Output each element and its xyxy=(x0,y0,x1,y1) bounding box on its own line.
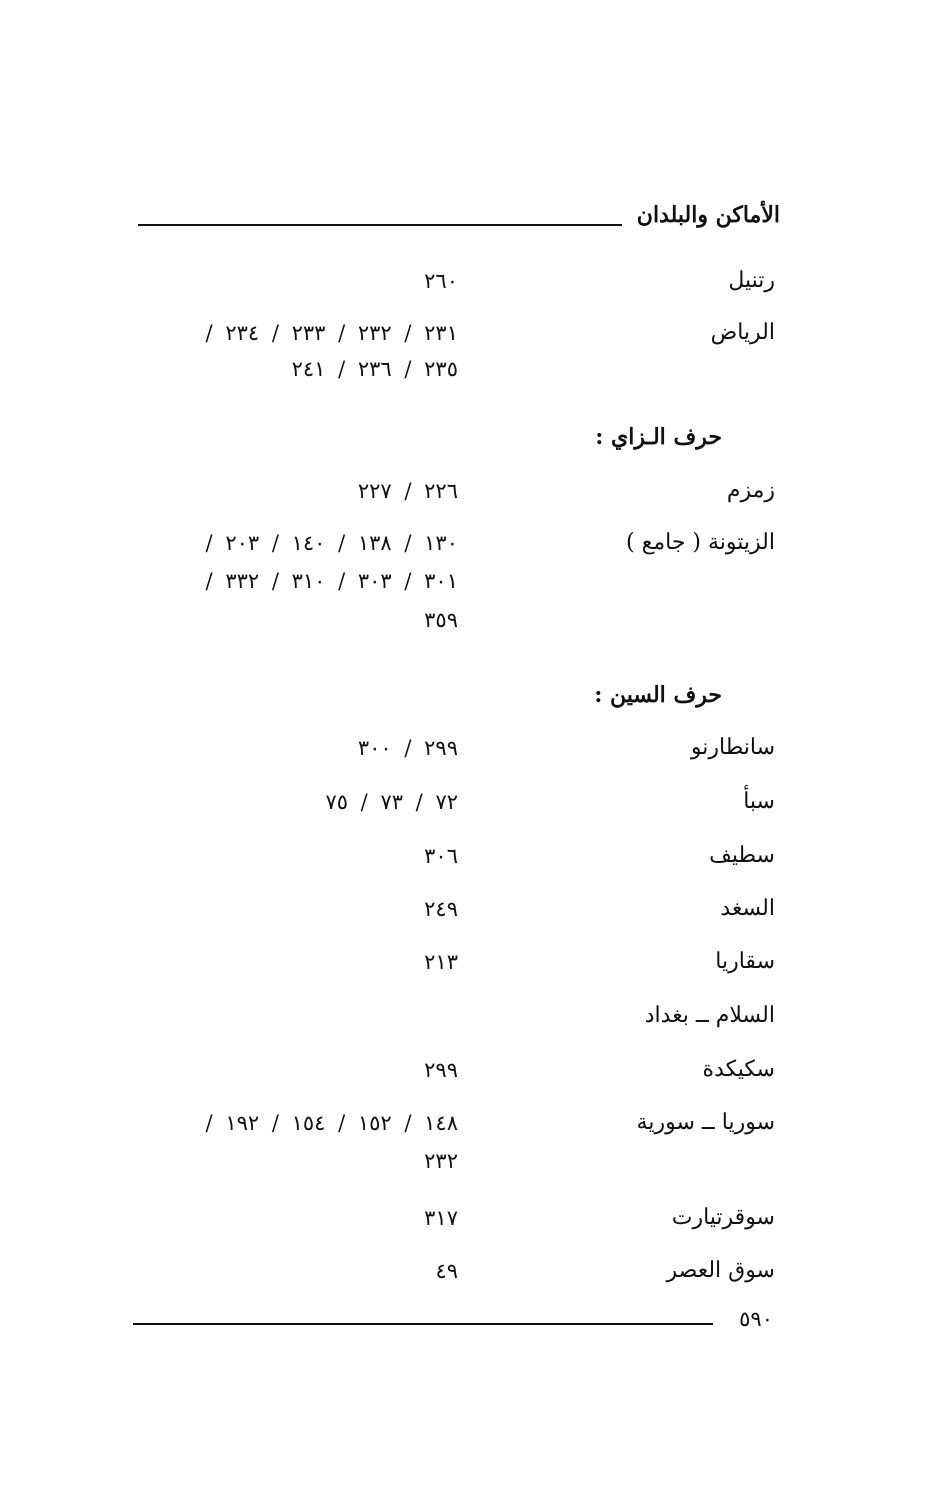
place-name: سوريا ــ سورية xyxy=(636,1110,775,1135)
place-name: رتنيل xyxy=(728,268,775,293)
page-footer xyxy=(133,1305,773,1335)
page-refs: ٣١٧ xyxy=(424,1206,458,1230)
place-name: السلام ــ بغداد xyxy=(644,1003,775,1028)
place-name: الزيتونة ( جامع ) xyxy=(626,530,775,555)
page-refs: ٢٢٦ / ٢٢٧ xyxy=(357,479,458,503)
page-refs: ٢٣١ / ٢٣٢ / ٢٣٣ / ٢٣٤ / xyxy=(205,321,458,345)
page-refs: ٢٦٠ xyxy=(424,269,458,293)
section-heading: حرف الـزاي : xyxy=(595,424,722,450)
place-name: السغد xyxy=(720,896,775,921)
place-name: الرياض xyxy=(710,320,775,345)
page-refs: ١٣٠ / ١٣٨ / ١٤٠ / ٢٠٣ / xyxy=(205,531,458,555)
page-title: الأماكن والبلدان xyxy=(636,202,780,228)
place-name: زمزم xyxy=(726,478,775,503)
page-refs: ٢٣٥ / ٢٣٦ / ٢٤١ xyxy=(291,357,458,381)
place-name: سقاريا xyxy=(715,949,775,974)
place-name: سبأ xyxy=(743,789,775,814)
page-refs: ١٤٨ / ١٥٢ / ١٥٤ / ١٩٢ / xyxy=(205,1111,458,1135)
place-name: سانطارنو xyxy=(690,735,775,760)
place-name: سوقرتيارت xyxy=(671,1205,775,1230)
page-refs: ٢٩٩ / ٣٠٠ xyxy=(357,736,458,760)
page-refs: ٣٠١ / ٣٠٣ / ٣١٠ / ٣٣٢ / xyxy=(205,569,458,593)
running-header xyxy=(138,196,780,236)
page-refs: ٢٣٢ xyxy=(424,1149,458,1173)
place-name: سوق العصر xyxy=(666,1258,775,1283)
page-refs: ٣٥٩ xyxy=(424,608,458,632)
page-refs: ٧٢ / ٧٣ / ٧٥ xyxy=(325,790,458,814)
page-refs: ٣٠٦ xyxy=(424,844,458,868)
place-name: سطيف xyxy=(709,843,775,868)
page-number: ٥٩٠ xyxy=(739,1307,773,1331)
place-name: سكيكدة xyxy=(702,1057,775,1082)
page-refs: ٢٤٩ xyxy=(424,897,458,921)
page-refs: ٢١٣ xyxy=(424,950,458,974)
footer-rule xyxy=(133,1323,713,1325)
page-refs: ٤٩ xyxy=(435,1259,458,1283)
header-rule xyxy=(138,224,622,226)
section-heading: حرف السين : xyxy=(594,682,722,708)
page-refs: ٢٩٩ xyxy=(424,1058,458,1082)
